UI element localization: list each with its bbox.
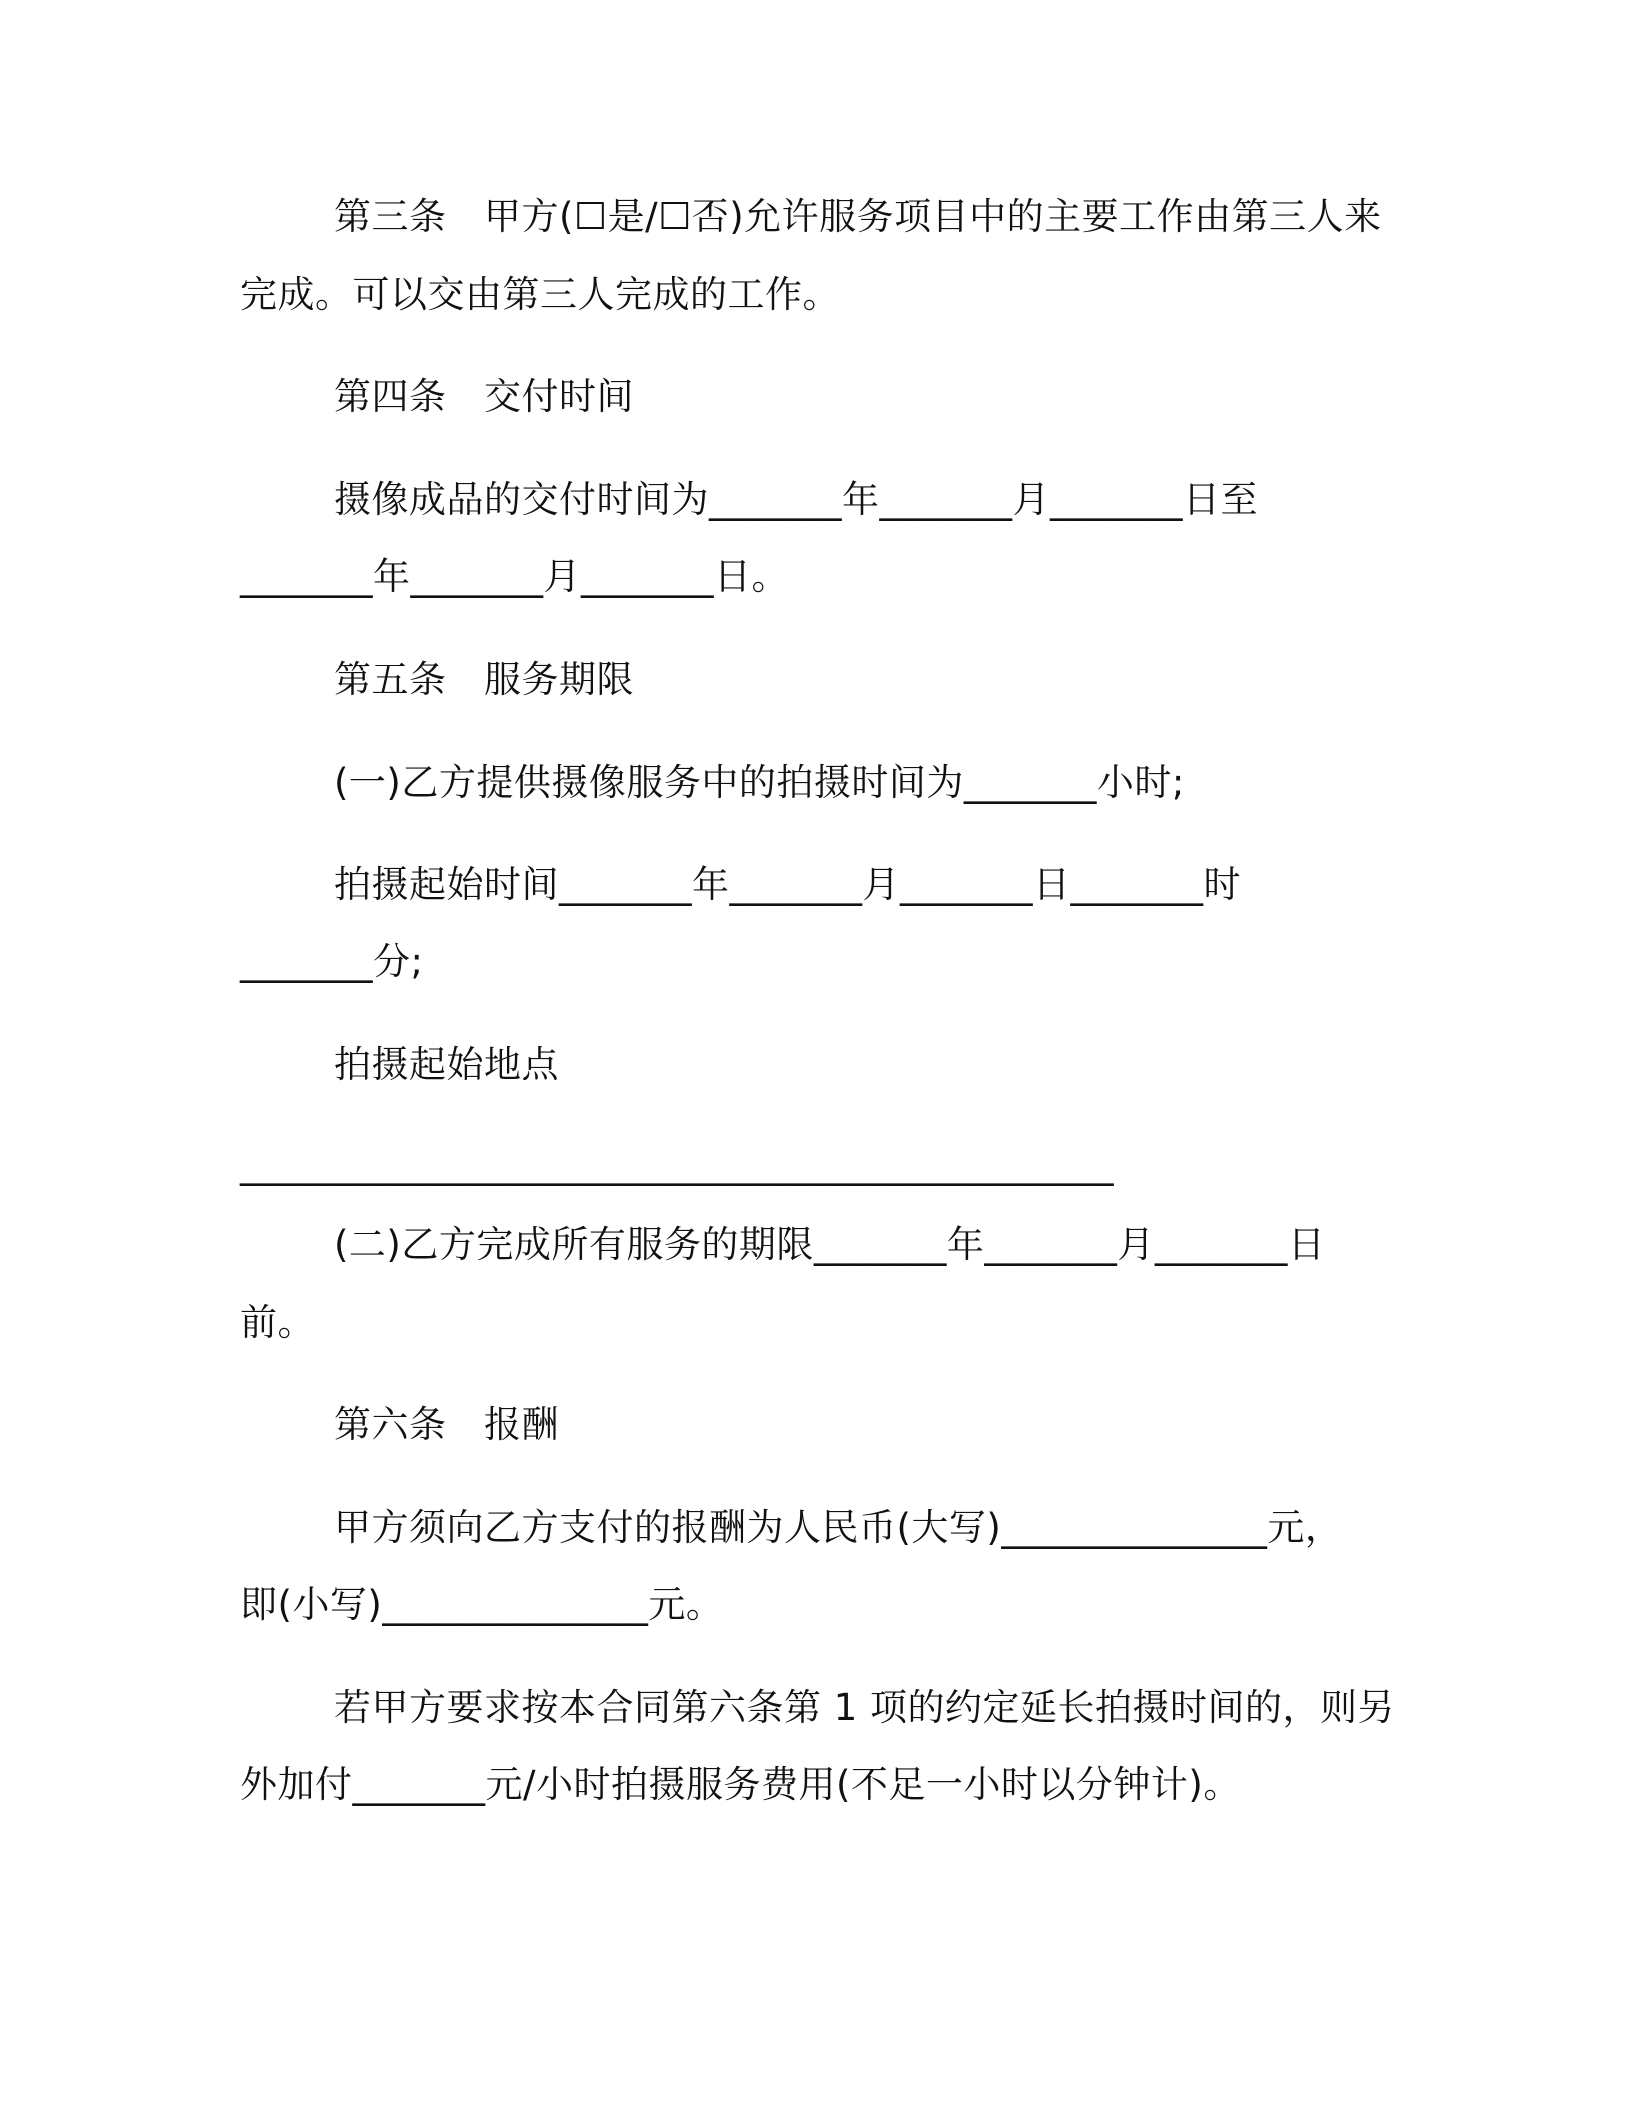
extension-fee-line-2: 外加付_______元/小时拍摄服务费用(不足一小时以分钟计)。 [240, 1763, 1241, 1806]
service-deadline-line-2: 前。 [240, 1301, 315, 1344]
shooting-start-time-line-1: 拍摄起始时间_______年_______月_______日_______时 [334, 863, 1241, 906]
remuneration-line-1: 甲方须向乙方支付的报酬为人民币(大写)______________元， [334, 1506, 1343, 1549]
service-deadline-line-1: (二)乙方完成所有服务的期限_______年_______月_______日 [334, 1223, 1326, 1266]
article-3-line-2: 完成。可以交由第三人完成的工作。 [240, 273, 840, 316]
shooting-duration-line: (一)乙方提供摄像服务中的拍摄时间为_______小时; [334, 761, 1185, 804]
article-3-line-1: 第三条 甲方(☐是/☐否)允许服务项目中的主要工作由第三人来 [334, 195, 1382, 238]
article-5-heading: 第五条 服务期限 [334, 658, 634, 701]
article-4-heading: 第四条 交付时间 [334, 375, 634, 418]
shooting-start-place-label: 拍摄起始地点 [334, 1043, 559, 1086]
shooting-start-place-blank: ______________________________________________ [240, 1143, 1114, 1186]
delivery-time-line-2: _______年_______月_______日。 [240, 555, 789, 598]
article-6-heading: 第六条 报酬 [334, 1403, 559, 1446]
shooting-start-time-line-2: _______分; [240, 940, 424, 983]
delivery-time-line-1: 摄像成品的交付时间为_______年_______月_______日至 [334, 478, 1258, 521]
remuneration-line-2: 即(小写)______________元。 [240, 1583, 724, 1626]
extension-fee-line-1: 若甲方要求按本合同第六条第 1 项的约定延长拍摄时间的，则另 [334, 1686, 1396, 1729]
